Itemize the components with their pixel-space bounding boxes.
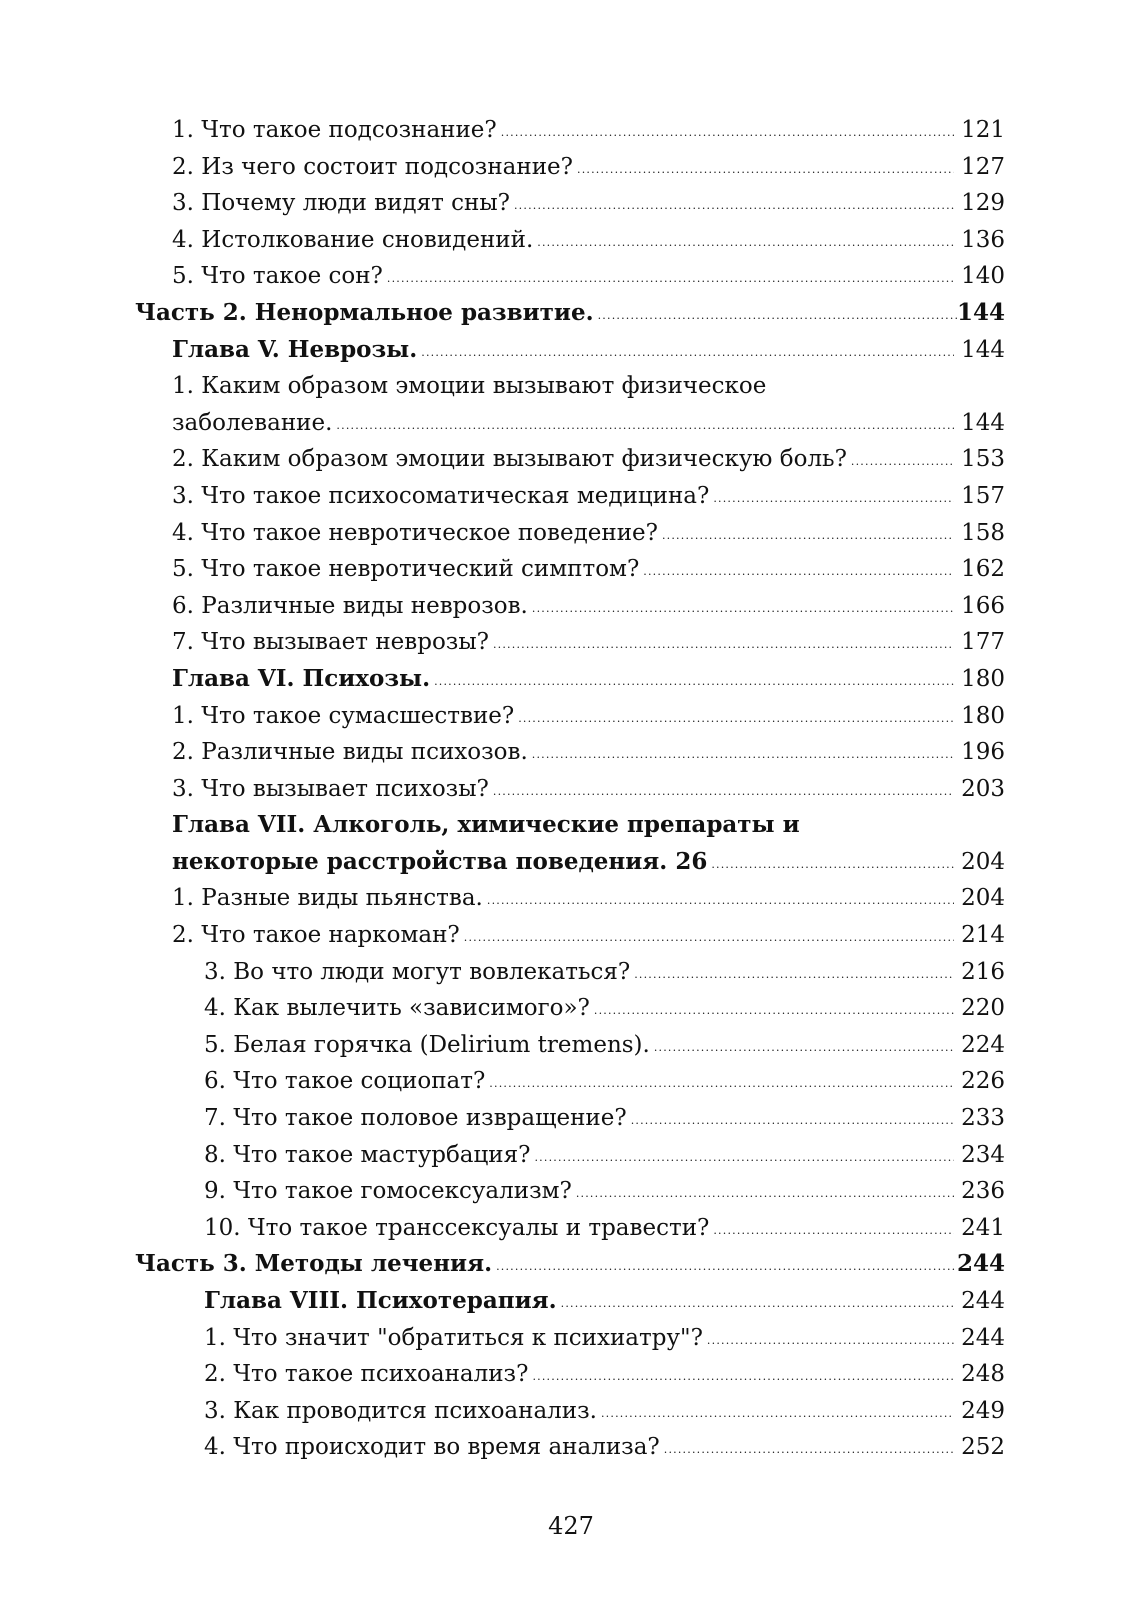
toc-entry-page-number: 196 — [961, 739, 1005, 766]
toc-entry-page-number: 157 — [961, 482, 1005, 509]
toc-entry-title: 7. Что такое половое извращение? — [204, 1105, 627, 1132]
toc-entry[interactable] — [135, 222, 1005, 259]
toc-entry-title: 5. Что такое невротический симптом? — [172, 556, 640, 583]
toc-entry-title: Часть 3. Методы лечения. — [135, 1250, 493, 1278]
toc-entry-title: 4. Истолкование сновидений. — [172, 226, 534, 253]
toc-entry-title: 3. Что вызывает психозы? — [172, 775, 489, 802]
dot-leader — [631, 1103, 954, 1140]
toc-entry[interactable] — [135, 1100, 1005, 1137]
toc-entry-title: 2. Каким образом эмоции вызывают физическую боль? — [172, 446, 847, 473]
toc-entry-line — [172, 588, 1005, 629]
toc-entry-title: 2. Различные виды психозов. — [172, 739, 528, 766]
toc-entry-page-number: 244 — [961, 1288, 1005, 1314]
toc-entry-title: 3. Во что люди могут вовлекаться? — [204, 958, 631, 985]
toc-entry-page-number: 158 — [961, 519, 1005, 546]
toc-entry[interactable] — [135, 1027, 1005, 1064]
toc-part-entry[interactable] — [135, 1246, 1005, 1283]
toc-entry-line — [204, 1100, 1005, 1141]
toc-entry-line — [204, 1063, 1005, 1104]
toc-entry-line — [204, 1429, 1005, 1470]
dot-leader — [707, 1323, 954, 1360]
dot-leader — [664, 1432, 954, 1469]
toc-chapter-entry[interactable] — [135, 807, 1005, 844]
toc-entry-page-number: 241 — [961, 1214, 1005, 1241]
toc-entry-line — [172, 661, 1005, 702]
toc-entry[interactable] — [135, 368, 1005, 405]
dot-leader — [496, 1249, 957, 1286]
page-number: 427 — [548, 1512, 594, 1540]
toc-entry[interactable] — [135, 551, 1005, 588]
toc-entry-page-number: 244 — [956, 1250, 1005, 1278]
toc-entry-title: 5. Белая горячка (Delirium tremens). — [204, 1031, 650, 1058]
toc-entry-line — [172, 441, 1005, 482]
toc-entry-page-number: 162 — [961, 556, 1005, 583]
toc-entry-line — [172, 880, 1005, 921]
dot-leader — [532, 737, 954, 774]
toc-entry-page-number: 144 — [956, 298, 1005, 326]
toc-entry-page-number: 204 — [961, 848, 1005, 875]
toc-entry-line — [172, 551, 1005, 592]
dot-leader — [336, 408, 954, 445]
toc-entry[interactable] — [135, 588, 1005, 625]
toc-entry-title: Глава VIII. Психотерапия. — [204, 1287, 557, 1314]
dot-leader — [662, 518, 954, 555]
dot-leader — [493, 774, 954, 811]
toc-entry-line — [172, 771, 1005, 812]
toc-chapter-entry[interactable] — [135, 844, 1005, 881]
dot-leader — [421, 335, 954, 372]
dot-leader — [518, 701, 954, 738]
toc-entry-page-number: 233 — [961, 1105, 1005, 1132]
dot-leader — [493, 627, 954, 664]
dot-leader — [387, 261, 954, 298]
dot-leader — [434, 664, 954, 701]
dot-leader — [464, 920, 954, 957]
toc-entry-line — [204, 1137, 1005, 1178]
toc-entry-line — [172, 844, 1005, 885]
dot-leader — [577, 152, 954, 189]
dot-leader — [713, 481, 954, 518]
toc-entry-title: заболевание. — [172, 409, 333, 436]
toc-entry-title: 1. Что такое подсознание? — [172, 117, 497, 143]
dot-leader — [532, 1359, 954, 1396]
toc-entry-line — [172, 917, 1005, 958]
toc-entry-line — [204, 1356, 1005, 1397]
toc-entry[interactable] — [135, 771, 1005, 808]
toc-entry-page-number: 252 — [961, 1434, 1005, 1461]
dot-leader — [532, 591, 954, 628]
toc-entry-line — [172, 112, 1005, 153]
toc-entry-page-number: 244 — [961, 1324, 1005, 1351]
toc-entry-title: 3. Почему люди видят сны? — [172, 190, 510, 217]
toc-entry-line — [172, 807, 1005, 844]
toc-entry-title: 1. Каким образом эмоции вызывают физическое — [172, 373, 767, 400]
toc-entry-title: 2. Из чего состоит подсознание? — [172, 153, 573, 180]
toc-entry-page-number: 226 — [961, 1068, 1005, 1095]
dot-leader — [654, 1030, 954, 1067]
toc-entry[interactable] — [135, 258, 1005, 295]
toc-entry[interactable] — [135, 1356, 1005, 1393]
toc-entry-line — [172, 258, 1005, 299]
toc-entry[interactable] — [135, 185, 1005, 222]
dot-leader — [711, 847, 954, 884]
toc-entry-line — [204, 1173, 1005, 1214]
toc-entry-line — [172, 515, 1005, 556]
toc-entry-title: 6. Различные виды неврозов. — [172, 592, 528, 619]
toc-entry-title: 4. Как вылечить «зависимого»? — [204, 995, 590, 1022]
toc-entry-line — [204, 1393, 1005, 1434]
toc-entry[interactable] — [135, 478, 1005, 515]
toc-entry-title: 4. Что происходит во время анализа? — [204, 1434, 660, 1461]
dot-leader — [487, 883, 954, 920]
toc-entry-page-number: 204 — [961, 885, 1005, 912]
toc-entry-page-number: 144 — [961, 336, 1005, 363]
toc-entry[interactable] — [135, 1137, 1005, 1174]
dot-leader — [561, 1286, 954, 1323]
toc-part-entry[interactable] — [135, 295, 1005, 332]
dot-leader — [489, 1066, 954, 1103]
toc-entry-title: 10. Что такое транссексуалы и травести? — [204, 1214, 710, 1241]
toc-chapter-entry[interactable] — [135, 1283, 1005, 1320]
toc-entry[interactable] — [135, 441, 1005, 478]
toc-entry-title: 5. Что такое сон? — [172, 263, 383, 290]
toc-entry-title: Глава VII. Алкоголь, химические препараты и — [172, 811, 800, 839]
dot-leader — [514, 188, 954, 225]
toc-entry-page-number: 236 — [961, 1178, 1005, 1205]
toc-entry-title: 3. Как проводится психоанализ. — [204, 1397, 597, 1424]
dot-leader — [634, 957, 954, 994]
toc-entry-page-number: 203 — [961, 775, 1005, 802]
toc-entry-page-number: 121 — [961, 117, 1005, 143]
toc-entry-page-number: 166 — [961, 592, 1005, 619]
toc-entry-line — [204, 990, 1005, 1031]
toc-entry-title: 1. Что значит "обратиться к психиатру"? — [204, 1324, 703, 1351]
toc-entry-line — [204, 1283, 1005, 1324]
toc-entry[interactable] — [135, 515, 1005, 552]
toc-chapter-entry[interactable] — [135, 332, 1005, 369]
toc-entry-title: 2. Что такое психоанализ? — [204, 1361, 529, 1388]
dot-leader — [598, 298, 957, 335]
toc-entry-page-number: 129 — [961, 190, 1005, 217]
toc-entry-title: Глава V. Неврозы. — [172, 335, 418, 363]
toc-entry[interactable] — [135, 1429, 1005, 1466]
dot-leader — [576, 1176, 954, 1213]
toc-entry-line — [172, 698, 1005, 739]
toc-entry-page-number: 248 — [961, 1361, 1005, 1388]
toc-chapter-entry[interactable] — [135, 661, 1005, 698]
toc-entry[interactable] — [135, 405, 1005, 442]
toc-entry-line — [172, 405, 1005, 446]
toc-entry-page-number: 140 — [961, 263, 1005, 290]
table-of-contents — [135, 112, 1005, 1466]
toc-entry[interactable] — [135, 917, 1005, 954]
toc-entry-line — [204, 1320, 1005, 1361]
toc-entry-line — [172, 149, 1005, 190]
toc-entry[interactable] — [135, 1210, 1005, 1247]
toc-entry-page-number: 234 — [961, 1141, 1005, 1168]
dot-leader — [534, 1140, 954, 1177]
toc-entry[interactable] — [135, 624, 1005, 661]
toc-entry[interactable] — [135, 1063, 1005, 1100]
toc-entry-page-number: 136 — [961, 226, 1005, 253]
toc-entry-page-number: 144 — [961, 409, 1005, 436]
toc-entry-line — [204, 1027, 1005, 1068]
toc-entry-page-number: 214 — [961, 922, 1005, 949]
toc-entry-title: Часть 2. Ненормальное развитие. — [135, 298, 594, 326]
dot-leader — [501, 115, 954, 152]
toc-entry-page-number: 153 — [961, 446, 1005, 473]
toc-entry-line — [172, 185, 1005, 226]
toc-entry[interactable] — [135, 1320, 1005, 1357]
toc-entry-page-number: 220 — [961, 995, 1005, 1022]
toc-entry-line — [172, 734, 1005, 775]
toc-entry-line — [204, 954, 1005, 995]
toc-entry-line — [172, 368, 1005, 405]
toc-entry-page-number: 177 — [961, 629, 1005, 656]
toc-entry[interactable] — [135, 954, 1005, 991]
toc-entry-title: 3. Что такое психосоматическая медицина? — [172, 482, 710, 509]
toc-entry[interactable] — [135, 149, 1005, 186]
dot-leader — [537, 225, 954, 262]
toc-entry[interactable] — [135, 734, 1005, 771]
toc-entry-title: Глава VI. Психозы. — [172, 664, 431, 692]
dot-leader — [601, 1396, 954, 1433]
toc-entry-line — [172, 222, 1005, 263]
toc-entry-title: 1. Что такое сумасшествие? — [172, 702, 515, 729]
toc-entry[interactable] — [135, 1173, 1005, 1210]
toc-entry[interactable] — [135, 1393, 1005, 1430]
dot-leader — [594, 993, 954, 1030]
toc-entry-page-number: 180 — [961, 702, 1005, 729]
toc-entry-title: 6. Что такое социопат? — [204, 1068, 486, 1095]
toc-entry-title: 7. Что вызывает неврозы? — [172, 629, 489, 656]
toc-entry-line — [204, 1210, 1005, 1251]
toc-entry-page-number: 224 — [961, 1031, 1005, 1058]
toc-entry-line — [172, 332, 1005, 373]
toc-entry[interactable] — [135, 990, 1005, 1027]
toc-entry-line — [135, 1246, 1005, 1287]
dot-leader — [713, 1213, 954, 1250]
toc-entry-title: некоторые расстройства поведения. 26 — [172, 847, 708, 875]
toc-entry-line — [172, 478, 1005, 519]
toc-entry-title: 2. Что такое наркоман? — [172, 922, 460, 949]
toc-entry-title: 1. Разные виды пьянства. — [172, 885, 483, 912]
toc-entry-line — [135, 295, 1005, 336]
toc-entry[interactable] — [135, 880, 1005, 917]
toc-entry-page-number: 180 — [961, 665, 1005, 692]
toc-entry-title: 4. Что такое невротическое поведение? — [172, 519, 658, 546]
toc-entry-page-number: 127 — [961, 153, 1005, 180]
toc-entry-title: 9. Что такое гомосексуализм? — [204, 1178, 572, 1205]
toc-entry[interactable] — [135, 112, 1005, 149]
toc-entry-title: 8. Что такое мастурбация? — [204, 1141, 531, 1168]
toc-entry[interactable] — [135, 698, 1005, 735]
toc-entry-page-number: 249 — [961, 1397, 1005, 1424]
toc-entry-line — [172, 624, 1005, 665]
toc-entry-page-number: 216 — [961, 958, 1005, 985]
dot-leader — [851, 444, 954, 481]
dot-leader — [643, 554, 954, 591]
